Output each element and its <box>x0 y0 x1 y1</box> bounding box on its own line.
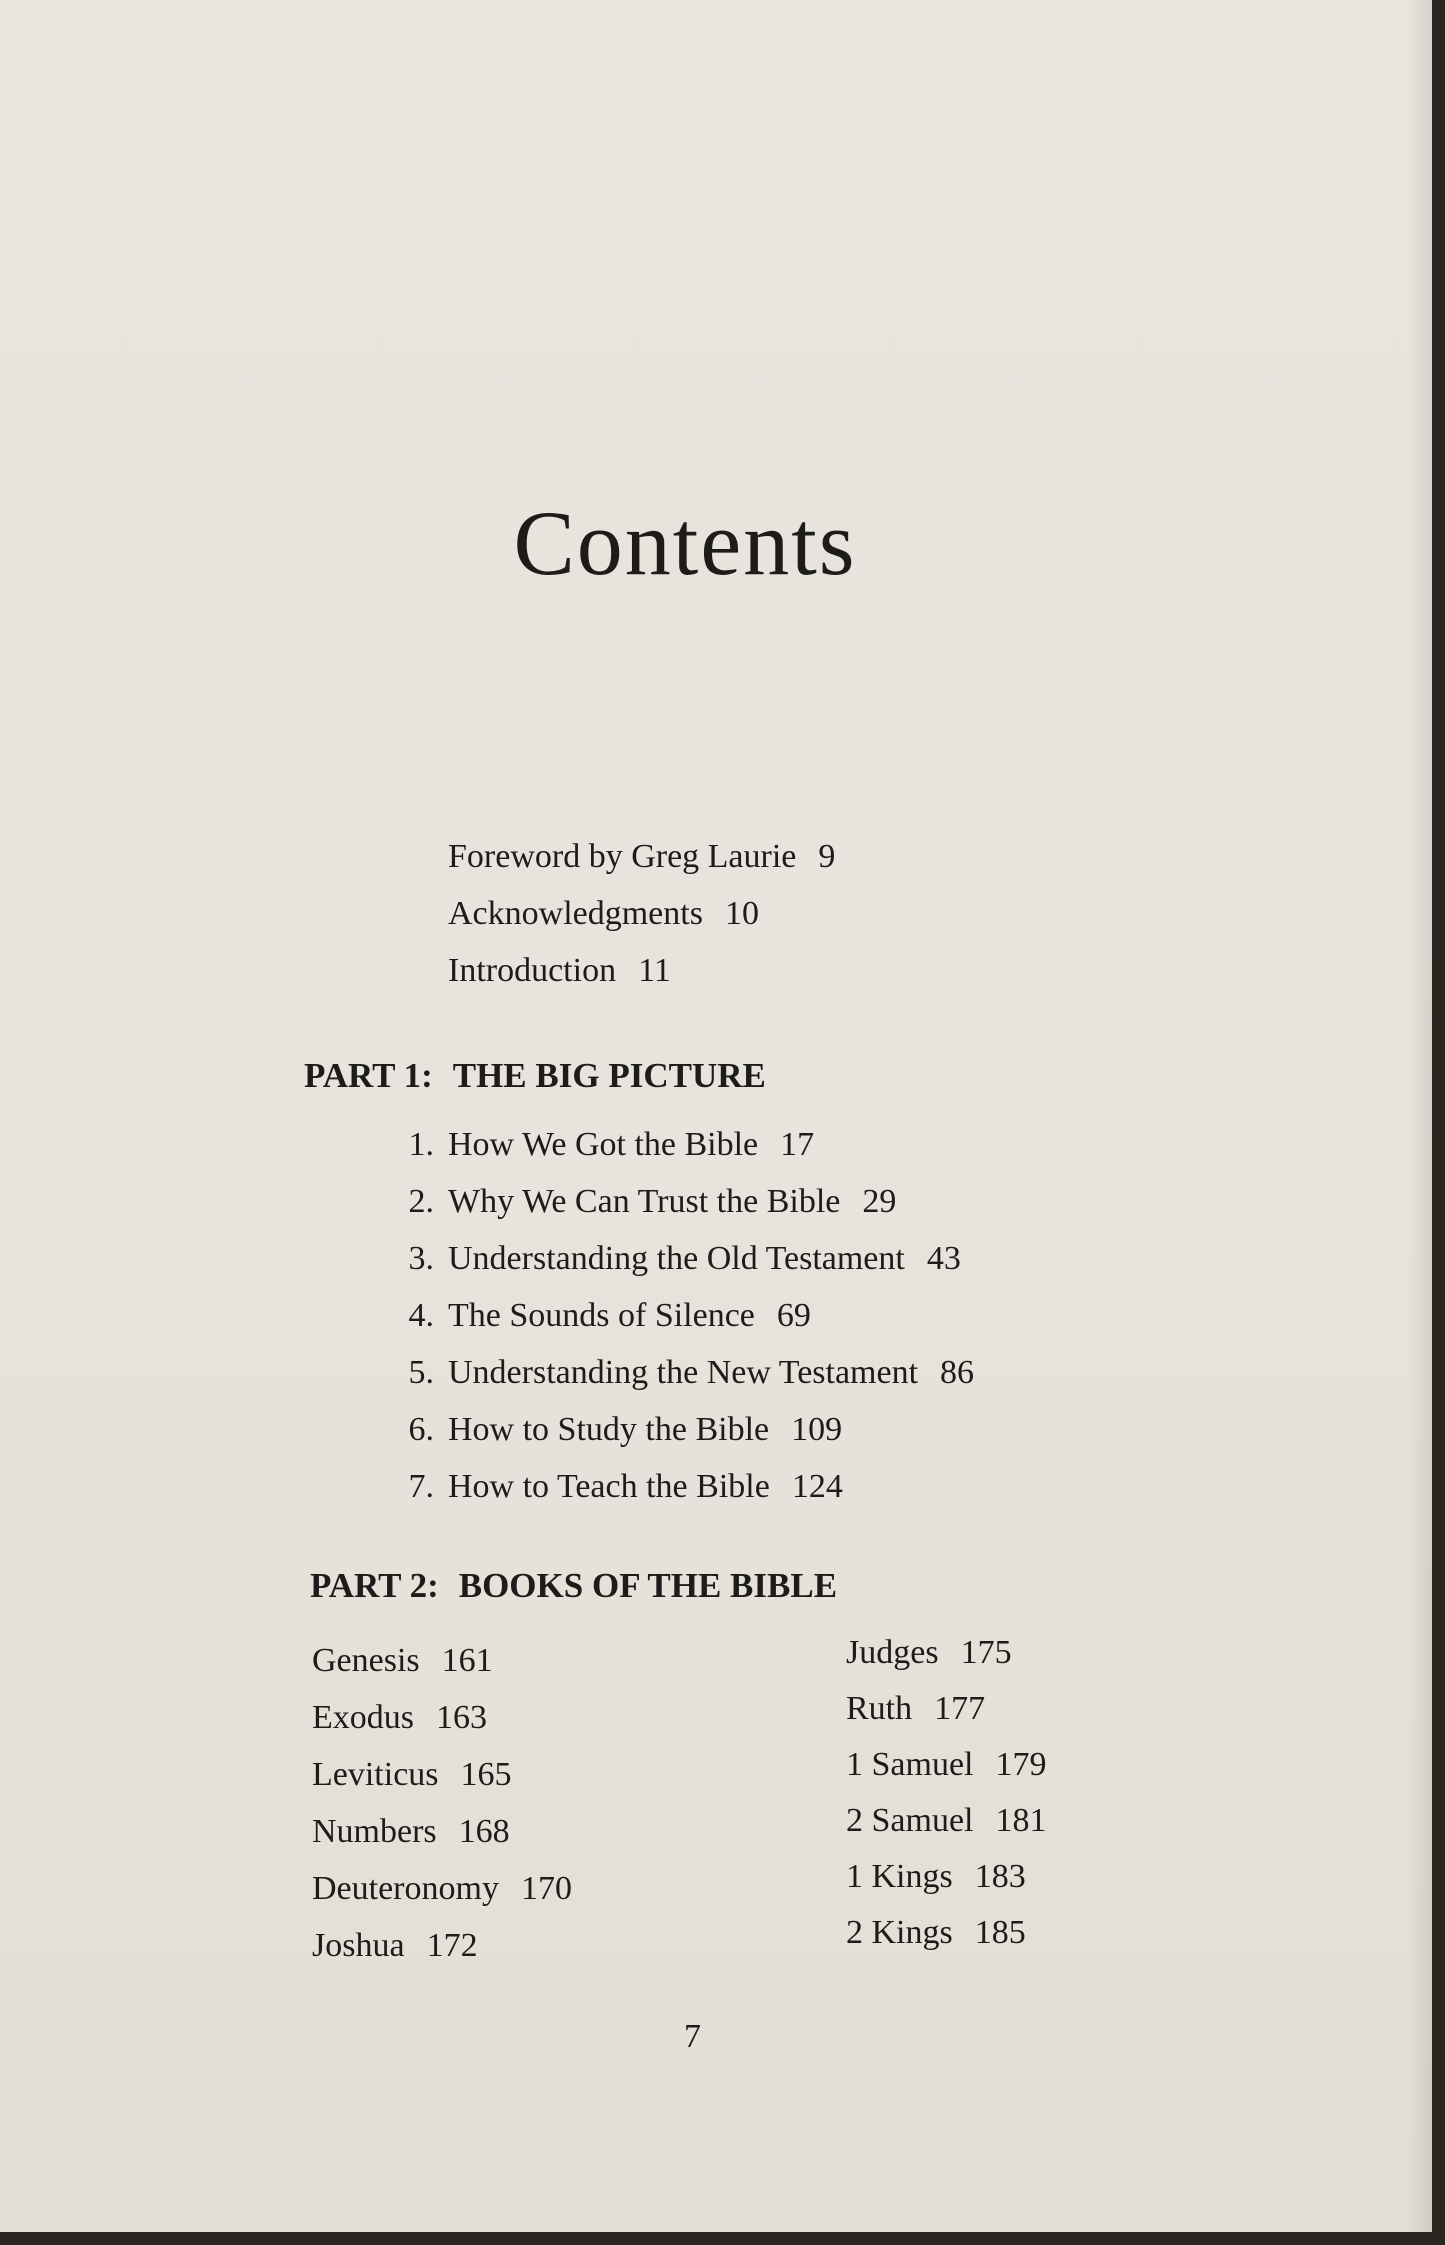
book-entry <box>846 1858 1026 1896</box>
part2-heading <box>310 1566 837 1606</box>
entry-label: Acknowledgments <box>448 895 703 932</box>
book-page: 163 <box>436 1699 487 1736</box>
part1-heading <box>304 1056 766 1096</box>
book-entry <box>312 1870 572 1908</box>
chapter-entry <box>390 1411 842 1449</box>
chapter-page: 43 <box>926 1240 961 1277</box>
toc-entry-foreword <box>448 838 835 876</box>
chapter-entry <box>390 1183 896 1221</box>
book-page: 172 <box>426 1927 478 1964</box>
book-page: 179 <box>995 1746 1047 1783</box>
chapter-label: The Sounds of Silence <box>448 1297 755 1334</box>
book-label: 1 Kings <box>846 1858 953 1895</box>
book-entry <box>846 1802 1046 1840</box>
book-label: Numbers <box>312 1813 437 1850</box>
chapter-entry <box>390 1240 961 1278</box>
chapter-entry <box>390 1297 811 1335</box>
chapter-number: 6. <box>408 1411 434 1448</box>
chapter-page: 29 <box>862 1183 897 1220</box>
chapter-label: Understanding the Old Testament <box>448 1240 905 1277</box>
chapter-label: How We Got the Bible <box>448 1126 759 1163</box>
book-entry <box>846 1690 985 1728</box>
book-page: 185 <box>974 1914 1026 1951</box>
book-label: Leviticus <box>312 1756 439 1793</box>
chapter-label: Understanding the New Testament <box>448 1354 919 1391</box>
book-entry <box>312 1642 493 1680</box>
book-page: 181 <box>995 1802 1047 1839</box>
book-page: 170 <box>520 1870 572 1907</box>
book-entry <box>846 1746 1046 1784</box>
chapter-number: 7. <box>408 1468 434 1505</box>
chapter-number: 3. <box>408 1240 434 1277</box>
chapter-page: 109 <box>791 1411 843 1448</box>
part1-label: PART 1: <box>304 1056 433 1095</box>
book-label: 1 Samuel <box>846 1746 974 1783</box>
entry-page: 11 <box>638 952 671 989</box>
book-page: 161 <box>441 1642 493 1679</box>
book-page: 177 <box>934 1690 986 1727</box>
page-number: 7 <box>684 2018 701 2055</box>
book-entry <box>312 1756 512 1794</box>
book-page: 175 <box>960 1634 1012 1671</box>
chapter-page: 17 <box>780 1126 815 1163</box>
entry-label: Introduction <box>448 952 617 989</box>
chapter-entry <box>390 1468 843 1506</box>
chapter-number: 4. <box>408 1297 434 1334</box>
chapter-label: How to Teach the Bible <box>448 1468 770 1505</box>
part2-name: BOOKS OF THE BIBLE <box>458 1566 838 1605</box>
chapter-entry <box>390 1126 814 1164</box>
book-label: Genesis <box>312 1642 420 1679</box>
book-label: 2 Kings <box>846 1914 953 1951</box>
book-page: 165 <box>460 1756 512 1793</box>
book-entry <box>846 1914 1026 1952</box>
book-label: Judges <box>846 1634 939 1671</box>
book-entry <box>846 1634 1012 1672</box>
book-entry <box>312 1813 510 1851</box>
page-edge-shadow <box>1408 0 1432 2232</box>
book-entry <box>312 1927 478 1965</box>
part2-label: PART 2: <box>310 1566 439 1605</box>
book-label: 2 Samuel <box>846 1802 974 1839</box>
book-page: 168 <box>458 1813 510 1850</box>
entry-label: Foreword by Greg Laurie <box>448 838 797 875</box>
chapter-number: 5. <box>408 1354 434 1391</box>
chapter-number: 2. <box>408 1183 434 1220</box>
chapter-label: How to Study the Bible <box>448 1411 770 1448</box>
part1-name: THE BIG PICTURE <box>452 1056 766 1095</box>
book-entry <box>312 1699 487 1737</box>
book-label: Ruth <box>846 1690 913 1727</box>
chapter-page: 124 <box>791 1468 843 1505</box>
chapter-page: 86 <box>940 1354 975 1391</box>
book-label: Joshua <box>312 1927 405 1964</box>
page-title: Contents <box>513 492 857 594</box>
book-label: Exodus <box>312 1699 414 1736</box>
entry-page: 9 <box>818 838 836 875</box>
chapter-entry <box>390 1354 974 1392</box>
book-label: Deuteronomy <box>312 1870 499 1907</box>
entry-page: 10 <box>724 895 759 932</box>
book-page: 183 <box>974 1858 1026 1895</box>
toc-entry-introduction <box>448 952 671 990</box>
chapter-label: Why We Can Trust the Bible <box>448 1183 841 1220</box>
toc-entry-acknowledgments <box>448 895 759 933</box>
chapter-page: 69 <box>776 1297 811 1334</box>
chapter-number: 1. <box>408 1126 434 1163</box>
